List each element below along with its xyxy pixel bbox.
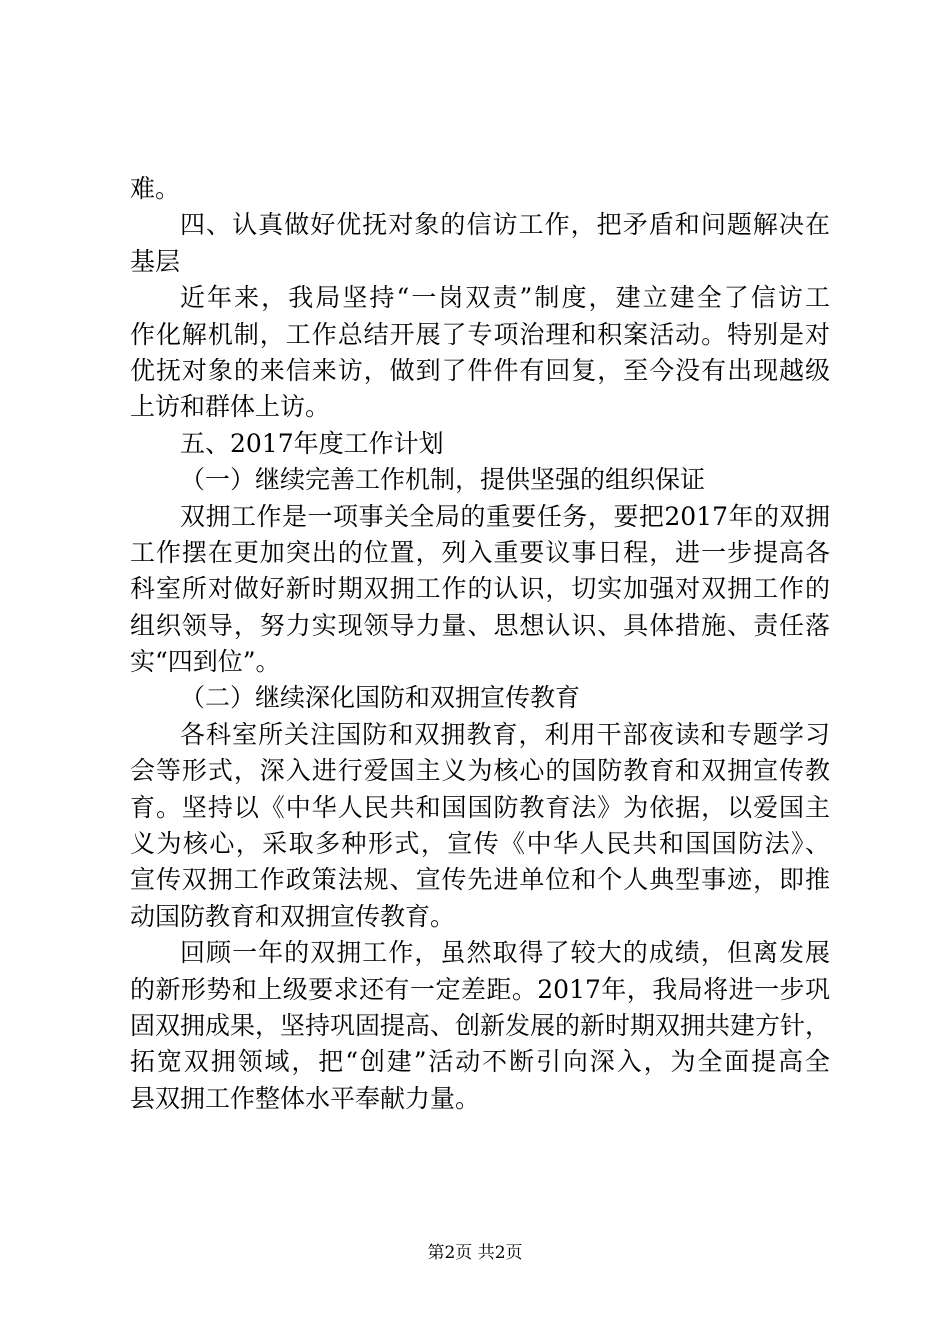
document-body bbox=[130, 171, 830, 1117]
text-line: （一）继续完善工作机制，提供坚强的组织保证 bbox=[180, 465, 706, 495]
text-line: 难。 bbox=[130, 174, 181, 203]
text-line: 科室所对做好新时期双拥工作的认识，切实加强对双拥工作的 bbox=[130, 574, 830, 604]
text-line: 作化解机制，工作总结开展了专项治理和积案活动。特别是对 bbox=[130, 319, 830, 349]
text-line: 上访和群体上访。 bbox=[130, 392, 331, 422]
text-line: 会等形式，深入进行爱国主义为核心的国防教育和双拥宣传教 bbox=[130, 756, 830, 786]
text-line: 双拥工作是一项事关全局的重要任务，要把2017年的双拥 bbox=[180, 501, 830, 531]
text-line: 工作摆在更加突出的位置，列入重要议事日程，进一步提高各 bbox=[130, 537, 830, 567]
text-line: 回顾一年的双拥工作，虽然取得了较大的成绩，但离发展 bbox=[180, 938, 830, 968]
text-line: 实“四到位”。 bbox=[130, 647, 281, 677]
text-line: 组织领导，努力实现领导力量、思想认识、具体措施、责任落 bbox=[130, 610, 830, 640]
text-line: （二）继续深化国防和双拥宣传教育 bbox=[180, 683, 581, 713]
text-line: 动国防教育和双拥宣传教育。 bbox=[130, 901, 456, 931]
text-line: 优抚对象的来信来访，做到了件件有回复，至今没有出现越级 bbox=[130, 355, 830, 385]
text-line: 五、2017年度工作计划 bbox=[180, 428, 444, 458]
text-line: 县双拥工作整体水平奉献力量。 bbox=[130, 1083, 481, 1113]
text-line: 的新形势和上级要求还有一定差距。2017年，我局将进一步巩 bbox=[130, 974, 830, 1004]
text-line: 基层 bbox=[130, 246, 181, 276]
text-line: 育。坚持以《中华人民共和国国防教育法》为依据，以爱国主 bbox=[130, 792, 830, 822]
text-line: 四、认真做好优抚对象的信访工作，把矛盾和问题解决在 bbox=[180, 210, 830, 240]
text-line: 固双拥成果，坚持巩固提高、创新发展的新时期双拥共建方针， bbox=[130, 1010, 831, 1040]
text-line: 宣传双拥工作政策法规、宣传先进单位和个人典型事迹，即推 bbox=[130, 865, 830, 895]
text-line: 义为核心，采取多种形式，宣传《中华人民共和国国防法》、 bbox=[130, 829, 830, 859]
text-line: 拓宽双拥领域，把“创建”活动不断引向深入，为全面提高全 bbox=[130, 1047, 830, 1077]
page-footer: 第2页 共2页 bbox=[427, 1243, 523, 1263]
text-line: 近年来，我局坚持“一岗双责”制度，建立建全了信访工 bbox=[180, 283, 830, 313]
text-line: 各科室所关注国防和双拥教育，利用干部夜读和专题学习 bbox=[180, 719, 830, 749]
